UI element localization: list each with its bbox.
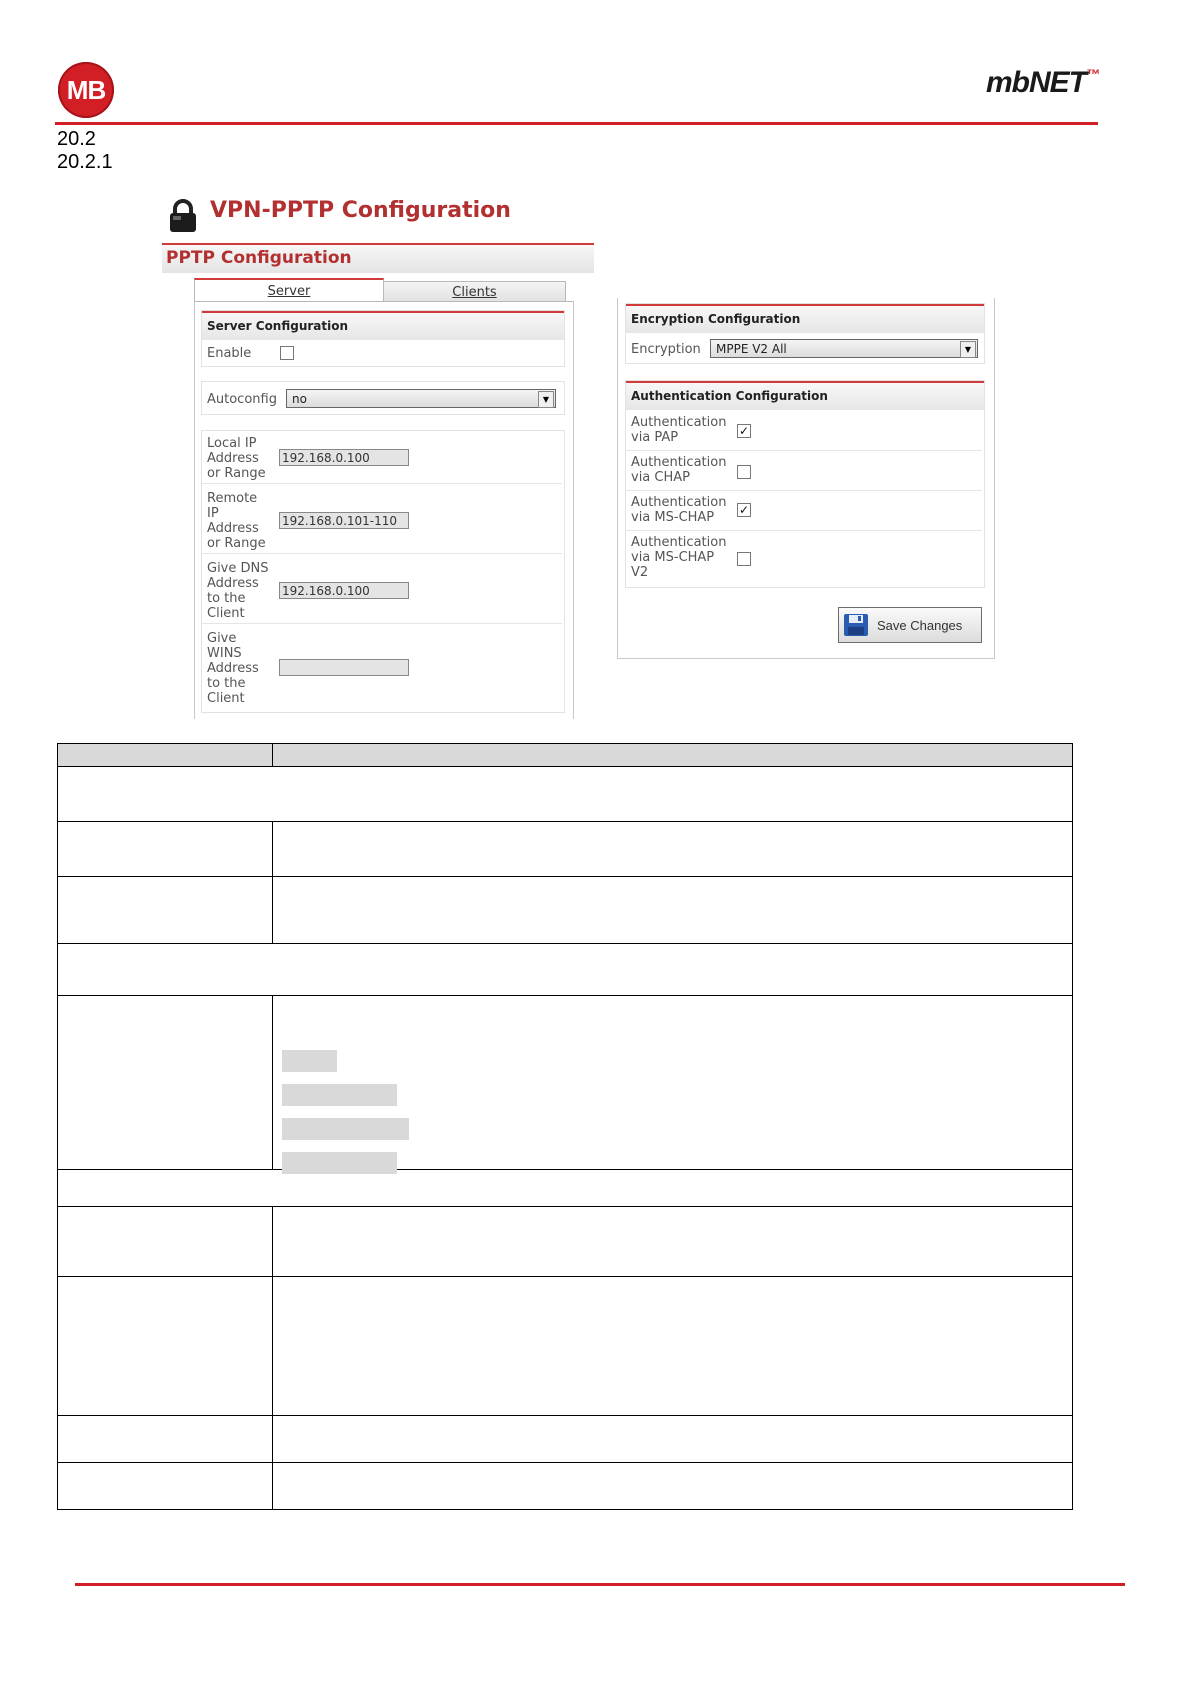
- divider: [626, 490, 982, 491]
- wins-label: Give WINS Address to the Client: [207, 631, 259, 706]
- auth-chap-label: Authentication via CHAP: [631, 455, 727, 485]
- table-row: [58, 1463, 1073, 1510]
- table-row: [58, 1277, 1073, 1416]
- page-title: VPN-PPTP Configuration: [210, 198, 511, 223]
- mbnet-logo: [986, 66, 1099, 100]
- dns-input[interactable]: 192.168.0.100: [279, 582, 409, 599]
- save-changes-button[interactable]: [838, 607, 982, 643]
- chevron-down-icon: ▼: [960, 341, 976, 358]
- header-rule: [55, 122, 1098, 125]
- option-highlight: [282, 1152, 397, 1174]
- auth-mschap-label: Authentication via MS-CHAP: [631, 495, 727, 525]
- brand-mark: ™: [1086, 66, 1099, 82]
- local-ip-input[interactable]: 192.168.0.100: [279, 449, 409, 466]
- option-highlight: [282, 1084, 397, 1106]
- table-header-row: [58, 744, 1073, 767]
- encryption-select[interactable]: [710, 339, 978, 358]
- table-section-row: [58, 944, 1073, 996]
- table-row: [58, 1207, 1073, 1277]
- encryption-label: Encryption: [631, 342, 701, 357]
- brand-text: mbNET: [986, 66, 1086, 99]
- auth-pap-checkbox[interactable]: ✓: [738, 424, 750, 438]
- table-row: [58, 822, 1073, 877]
- divider: [626, 450, 982, 451]
- remote-ip-label: Remote IP Address or Range: [207, 491, 266, 551]
- divider: [202, 623, 562, 624]
- server-config-box: [201, 310, 565, 367]
- section-number: 20.2: [57, 128, 96, 150]
- auth-mschap-checkbox[interactable]: ✓: [738, 503, 750, 517]
- footer-rule: [75, 1583, 1125, 1586]
- divider: [202, 483, 562, 484]
- local-ip-label: Local IP Address or Range: [207, 436, 266, 481]
- enable-checkbox[interactable]: [280, 346, 294, 360]
- save-changes-label: Save Changes: [877, 618, 963, 633]
- table-row: [58, 996, 1073, 1170]
- auth-pap-label: Authentication via PAP: [631, 415, 727, 445]
- divider: [202, 553, 562, 554]
- enable-label: Enable: [207, 346, 252, 361]
- table-section-row: [58, 767, 1073, 822]
- remote-ip-input[interactable]: 192.168.0.101-110: [279, 512, 409, 529]
- parameter-table: [57, 743, 1073, 1510]
- encryption-value: MPPE V2 All: [716, 342, 787, 356]
- auth-mschapv2-label: Authentication via MS-CHAP V2: [631, 535, 727, 580]
- option-highlight: [282, 1050, 337, 1072]
- logo-text: MB: [66, 74, 106, 105]
- divider: [626, 530, 982, 531]
- option-highlight: [282, 1118, 409, 1140]
- floppy-disk-icon: [843, 613, 869, 637]
- dns-label: Give DNS Address to the Client: [207, 561, 269, 621]
- table-section-row: [58, 1170, 1073, 1207]
- table-row: [58, 877, 1073, 944]
- pptp-config-header: [162, 243, 594, 273]
- auth-chap-checkbox[interactable]: [737, 465, 751, 479]
- tab-server[interactable]: Server: [194, 278, 384, 304]
- subsection-number: 20.2.1: [57, 151, 113, 173]
- autoconfig-value: no: [292, 392, 307, 406]
- tab-clients[interactable]: Clients: [383, 281, 566, 303]
- encryption-config-heading: Encryption Configuration: [626, 304, 984, 333]
- lock-icon: [166, 198, 200, 234]
- server-config-heading: Server Configuration: [202, 311, 564, 340]
- pptp-config-title: PPTP Configuration: [166, 248, 352, 268]
- auth-config-heading: Authentication Configuration: [626, 381, 984, 410]
- auth-mschapv2-checkbox[interactable]: [737, 552, 751, 566]
- autoconfig-label: Autoconfig: [207, 392, 277, 407]
- table-row: [58, 1416, 1073, 1463]
- autoconfig-select[interactable]: [286, 389, 556, 408]
- wins-input[interactable]: [279, 659, 409, 676]
- mb-logo: [58, 62, 114, 118]
- chevron-down-icon: ▼: [538, 391, 554, 408]
